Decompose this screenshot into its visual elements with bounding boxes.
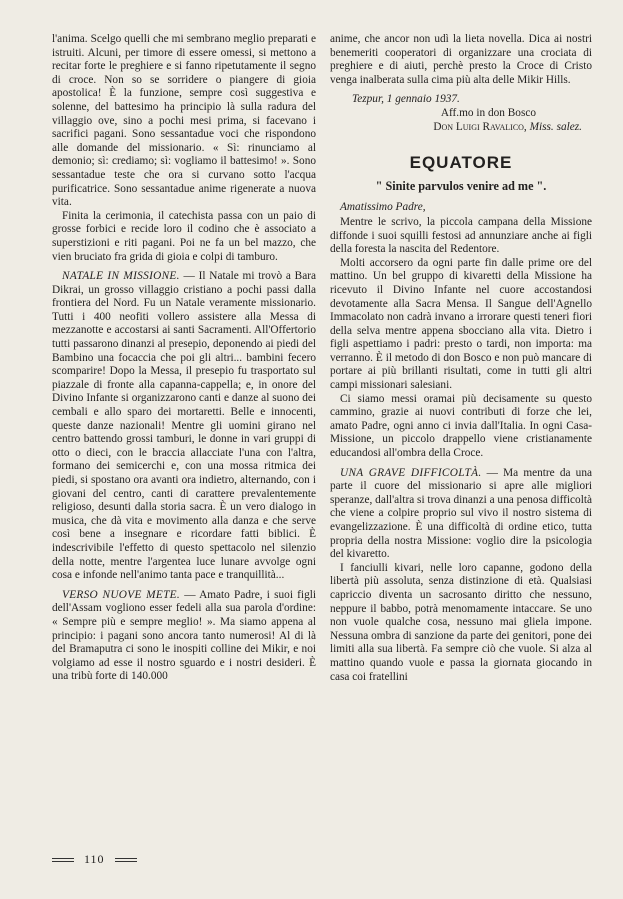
salutation: Amatissimo Padre, [340,201,426,214]
section-difficolta [330,467,592,562]
signature-greeting: Aff.mo in don Bosco [440,106,536,119]
section-title: UNA GRAVE DIFFICOLTÀ. [340,466,482,479]
signature-name-line [330,121,592,135]
footer-ornament-right [115,858,137,862]
paragraph: Finita la cerimonia, il catechista passa con un paio di grosse forbici e recide loro il codino che è associato a superstizioni e riti pagani. Poi ne fa un bel mazzo, che vien bruciato fra grida di gioia e colpi di tamburo. [52,209,316,263]
signature-place: Tezpur, [352,93,384,106]
signature-date [330,93,592,107]
section-text: — Il Natale mi trovò a Bara Dikrai, un grosso villaggio cristiano a pochi passi dalla frontiera del Nord. Fu un Natale veramente missionario. Tutti i 400 neofiti vollero assistere alla Messa di mezzanotte e accostarsi ai santi Sacramenti. All'Offertorio tutti passarono dinanzi al presepio, deponendo ai piedi del Bambino una focaccia che poi gli altri... bambini fecero scomparire! Dopo la Messa, il presepio fu trasportato sul piazzale di fronte alla capanna-cappella; e, in onore del Divino Infante si organizzarono canti e danze al suono dei cembali e allo sparo dei mortaretti. Belle e innocenti, queste danze nazionali! Mentre gli uomini girano nel centro battendo grossi tamburi, le donne in vari gruppi di otto o dieci, con le braccia allacciate l'una con l'altra, formano dei semicerchi e, con una mossa ritmica dei piedi, si spostano ora avanti ora indietro, alternando, con i giovani del centro, canti di carattere prevalentemente religioso, desunti dalla storia sacra. È un vero dialogo in musica, che dà vita e movimento alla danza e che serve così bene a insegnare e ricordare fatti biblici. È indescrivibile l'effetto di questo spettacolo nel silenzio della notte, mentre l'argentea luce lunare avvolge ogni cosa e infonde nell'animo tanta pace e tranquillità... [52,270,316,582]
article-subtitle: " Sinite parvulos venire ad me ". [375,178,547,193]
section-verso [52,589,316,684]
paragraph: Molti accorsero da ogni parte fin dalle prime ore del mattino. Un bel gruppo di kivaretti della Missione ha ricevuto il Divino Infante nel cuore accostandosi devotamente alla Sacra Mensa. Il Sangue dell'Agnello Immacolato non cadrà invano a irrorare questi teneri fiori della selva mentre appena sbocciano alla vita. Dietro i figli aspettiamo i padri: presto o tardi, non importa: ma verranno. È il metodo di don Bosco e non può mancare di portare ai più brillanti risultati, come in tutti gli altri campi missionari salesiani. [330,256,592,392]
footer-ornament-left [52,858,74,862]
section-text: — Amato Padre, i suoi figli dell'Assam vogliono esser fedeli alla sua parola d'ordine: « Sempre più e sempre meglio! ». Ma siamo appena al principio: i pagani sono ancora tanto numerosi! Al di là del Bramaputra ci sono le inospiti colline dei Mikir, e noi volgiamo ad esse il nostro sguardo e i nostri desideri. È una tribù forte di 140.000 [52,588,316,683]
left-column [52,33,316,684]
section-natale [52,270,316,583]
signature-role: Miss. salez. [526,120,582,133]
page-footer [52,852,137,867]
page-number: 110 [84,852,105,866]
signature-date-text: 1 gennaio 1937. [383,93,460,106]
region-heading: EQUATORE [409,153,513,173]
section-title: VERSO NUOVE METE. [62,588,180,601]
paragraph: Ci siamo messi oramai più decisamente su questo cammino, grazie ai nuovi contributi di forze che lei, amato Padre, ogni anno ci invia dall'Italia. In ogni Casa-Missione, un piccolo drappello viene cristianamente educandosi all'ombra della Croce. [330,392,592,460]
right-column [330,33,592,684]
paragraph: l'anima. Scelgo quelli che mi sembrano meglio preparati e istruiti. Alcuni, per timore di essere omessi, si mettono a recitar forte le preghiere e si fanno ripetutamente il segno di croce. Non so se sorridere o piangere di gioia apostolica! È la funzione, sempre così suggestiva e solenne, del battesimo ha principio là sulla radura del villaggio ove, sino a pochi mesi prima, si facevano i sacrifici pagani. Sono sessantadue voci che rispondono alle domande del missionario. « Sì: rinunciamo al demonio; sì: crediamo; sì: vogliamo il battesimo! ». Sono sessantadue teste che ora si curvano sotto l'acqua purificatrice. Sono sessantadue anime rigenerate a nuova vita. [52,33,316,209]
section-title: NATALE IN MISSIONE. [62,270,180,283]
section-text: — Ma mentre da una parte il cuore del missionario si apre alle migliori speranze, dall'altra si trova dinanzi a una penosa difficoltà che viene a colpire proprio sul vivo il nostro sistema di evangelizzazione. È una difficoltà di ordine etico, tutta propria della nostra Missione: voglio dire la psicologia del kivaretto. [330,466,592,561]
paragraph: anime, che ancor non udì la lieta novella. Dica ai nostri benemeriti cooperatori di organizzare una crociata di preghiere e di aiuti, perchè presto la Croce di Cristo venga inalberata sulla cima più alta delle Mikir Hills. [330,33,592,86]
signature-name: Don Luigi Ravalico, [433,120,527,133]
paragraph: I fanciulli kivari, nelle loro capanne, godono della libertà più assoluta, senza distinzione di età. Qualsiasi capriccio diventa un sacrosanto diritto che nessuno, neppure il babbo, potrà menomamente intaccare. Se uno non vuole qualche cosa, nessuno mai gliela impone. Nessuna ombra di sanzione da parte dei genitori, pone dei limiti alla sua libertà. Fa sempre ciò che vuole. Si alza al mattino quando vuole e passa la giornata giocando in casa coi fratellini [330,561,592,683]
paragraph: Mentre le scrivo, la piccola campana della Missione diffonde i suoi squilli festosi ad annunziare anche ai figli della foresta la nascita del Redentore. [330,215,592,256]
